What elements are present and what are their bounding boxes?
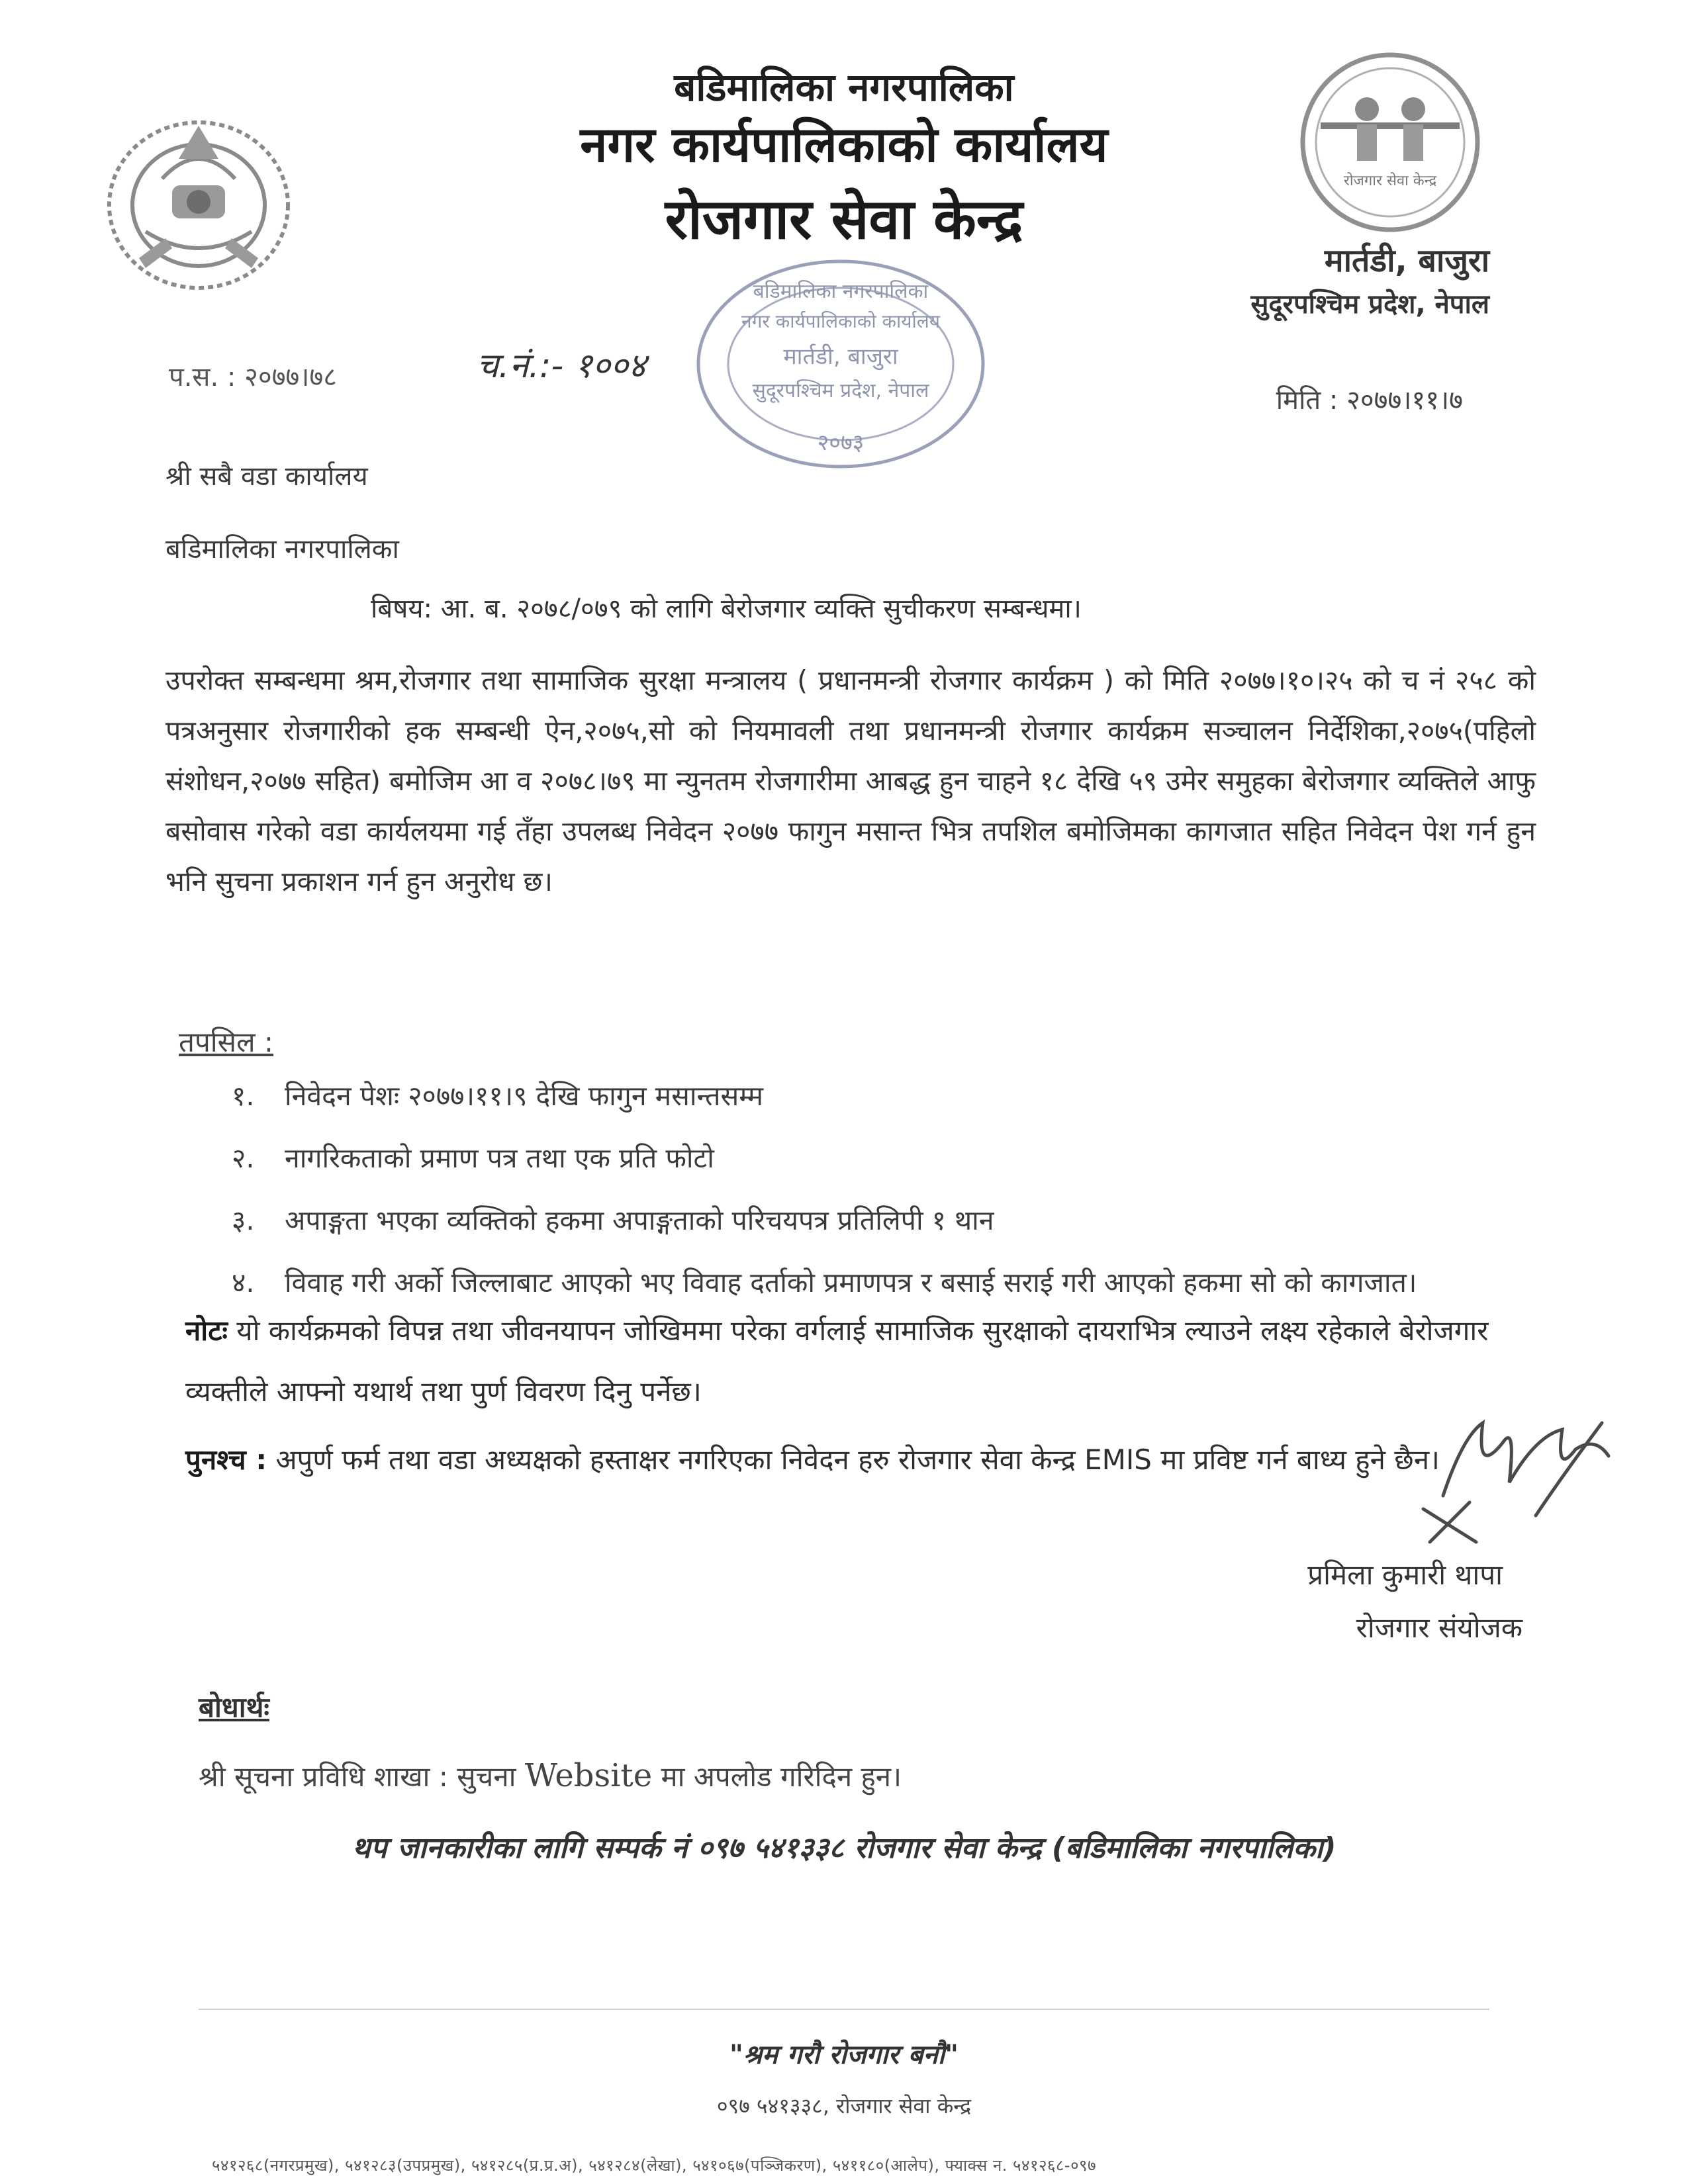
tapasil-heading: तपसिल :	[179, 1026, 274, 1058]
office-stamp	[688, 251, 993, 490]
cha-number: च.नं.:- १००४	[477, 346, 646, 386]
bodharth-heading: बोधार्थः	[199, 1691, 269, 1723]
signature-icon	[1403, 1396, 1642, 1549]
postscript-paragraph	[185, 1430, 1509, 1490]
motto: "श्रम गरौ रोजगार बनौ"	[729, 2040, 959, 2070]
list-item-text: निवेदन पेशः २०७७।११।९ देखि फागुन मसान्तसम्म	[285, 1080, 763, 1112]
list-item	[232, 1134, 1542, 1182]
note-label: नोटः	[185, 1314, 228, 1347]
svg-text:बडिमालिका नगरपालिका: बडिमालिका नगरपालिका	[753, 280, 929, 303]
list-item-number: १.	[232, 1080, 255, 1112]
signatory-name: प्रमिला कुमारी थापा	[1307, 1559, 1503, 1591]
addressee-line-1: श्री सबै वडा कार्यालय	[165, 461, 368, 492]
list-item	[232, 1259, 1542, 1306]
footer-contact: ०९७ ५४१३३८, रोजगार सेवा केन्द्र	[716, 2093, 972, 2118]
svg-text:नगर कार्यपालिकाको कार्यालय: नगर कार्यपालिकाको कार्यालय	[741, 310, 940, 332]
list-item-number: ४.	[232, 1267, 255, 1298]
list-item-text: नागरिकताको प्रमाण पत्र तथा एक प्रति फोटो	[285, 1142, 714, 1174]
footer-divider	[199, 2009, 1489, 2010]
addressee-line-2: बडिमालिका नगरपालिका	[165, 534, 399, 565]
footer-phones: ५४१२६८(नगरप्रमुख), ५४१२८३(उपप्रमुख), ५४१२८५(प्र.प्र.अ), ५४१२८४(लेखा), ५४१०६७(पञ्जिकरण), ५४११८०(आलेप), फ्याक्स न. ५४१२६८-०९७	[212, 2156, 1097, 2175]
postscript-text: अपुर्ण फर्म तथा वडा अध्यक्षको हस्ताक्षर नगरिएका निवेदन हरु रोजगार सेवा केन्द्र EMIS मा प्रविष्ट गर्न बाध्य हुने छैन।	[275, 1443, 1440, 1476]
svg-text:२०७३: २०७३	[817, 430, 865, 456]
subject-line: बिषय: आ. ब. २०७८/०७९ को लागि बेरोजगार व्यक्ति सुचीकरण सम्बन्धमा।	[371, 594, 1082, 624]
letter-date: मिति : २०७७।११।७	[1276, 385, 1463, 416]
postscript-label: पुनश्च :	[185, 1443, 267, 1476]
address-line-2: सुदूरपश्चिम प्रदेश, नेपाल	[1250, 289, 1489, 320]
list-item	[232, 1197, 1542, 1244]
municipality-name: बडिमालिका नगरपालिका	[674, 65, 1014, 110]
list-item-text: अपाङ्गता भएका व्यक्तिको हकमा अपाङ्गताको परिचयपत्र प्रतिलिपी १ थान	[285, 1205, 994, 1236]
svg-text:सुदूरपश्चिम प्रदेश, नेपाल: सुदूरपश्चिम प्रदेश, नेपाल	[752, 379, 929, 402]
service-center-name: रोजगार सेवा केन्द्र	[665, 187, 1023, 251]
address-line-1: मार्तडी, बाजुरा	[1324, 242, 1489, 279]
info-prefix: श्री सूचना प्रविधि शाखा : सुचना	[199, 1760, 525, 1793]
contact-line: थप जानकारीका लागि सम्पर्क नं ०९७ ५४१३३८ रोजगार सेवा केन्द्र (बडिमालिका नगरपालिका)	[352, 1831, 1336, 1865]
logo-text: रोजगार सेवा केन्द्र	[1343, 173, 1437, 189]
info-suffix: मा अपलोड गरिदिन हुन।	[652, 1760, 902, 1793]
note-text: यो कार्यक्रमको विपन्न तथा जीवनयापन जोखिममा परेका वर्गलाई सामाजिक सुरक्षाको दायराभित्र ल्याउने लक्ष्य रहेकाले बेरोजगार व्यक्तीले आफ्नो यथार्थ तथा पुर्ण विवरण दिनु पर्नेछ।	[185, 1314, 1489, 1408]
note-paragraph	[185, 1300, 1542, 1422]
list-item-number: २.	[232, 1142, 255, 1174]
requirements-list	[232, 1072, 1542, 1321]
body-paragraph: उपरोक्त सम्बन्धमा श्रम,रोजगार तथा सामाजिक सुरक्षा मन्त्रालय ( प्रधानमन्त्री रोजगार कार्यक्रम ) को मिति २०७७।१०।२५ को च नं २५८ को पत्रअनुसार रोजगारीको हक सम्बन्धी ऐन,२०७५,सो को नियमावली तथा प्रधानमन्त्री रोजगार कार्यक्रम सञ्चालन निर्देशिका,२०७५(पहिलो संशोधन,२०७७ सहित) बमोजिम आ व २०७८।७९ मा न्युनतम रोजगारीमा आबद्ध हुन चाहने १८ देखि ५९ उमेर समुहका बेरोजगार व्यक्तिले आफु बसोवास गरेको वडा कार्यलयमा गई तँहा उपलब्ध निवेदन २०७७ फागुन मसान्त भित्र तपशिल बमोजिमका कागजात सहित निवेदन पेश गर्न हुन भनि सुचना प्रकाशन गर्न हुन अनुरोध छ।	[165, 664, 1536, 897]
reference-number: प.स. : २०७७।७८	[169, 362, 338, 392]
office-name: नगर कार्यपालिकाको कार्यालय	[580, 116, 1108, 173]
info-website: Website	[524, 1757, 653, 1794]
svg-text:मार्तडी, बाजुरा: मार्तडी, बाजुरा	[783, 343, 898, 370]
list-item-number: ३.	[232, 1205, 255, 1236]
list-item	[232, 1072, 1542, 1120]
list-item-text: विवाह गरी अर्को जिल्लाबाट आएको भए विवाह दर्ताको प्रमाणपत्र र बसाई सराई गरी आएको हकमा सो को कागजात।	[285, 1267, 1417, 1298]
info-line	[199, 1757, 902, 1795]
signatory-title: रोजगार संयोजक	[1356, 1612, 1523, 1644]
